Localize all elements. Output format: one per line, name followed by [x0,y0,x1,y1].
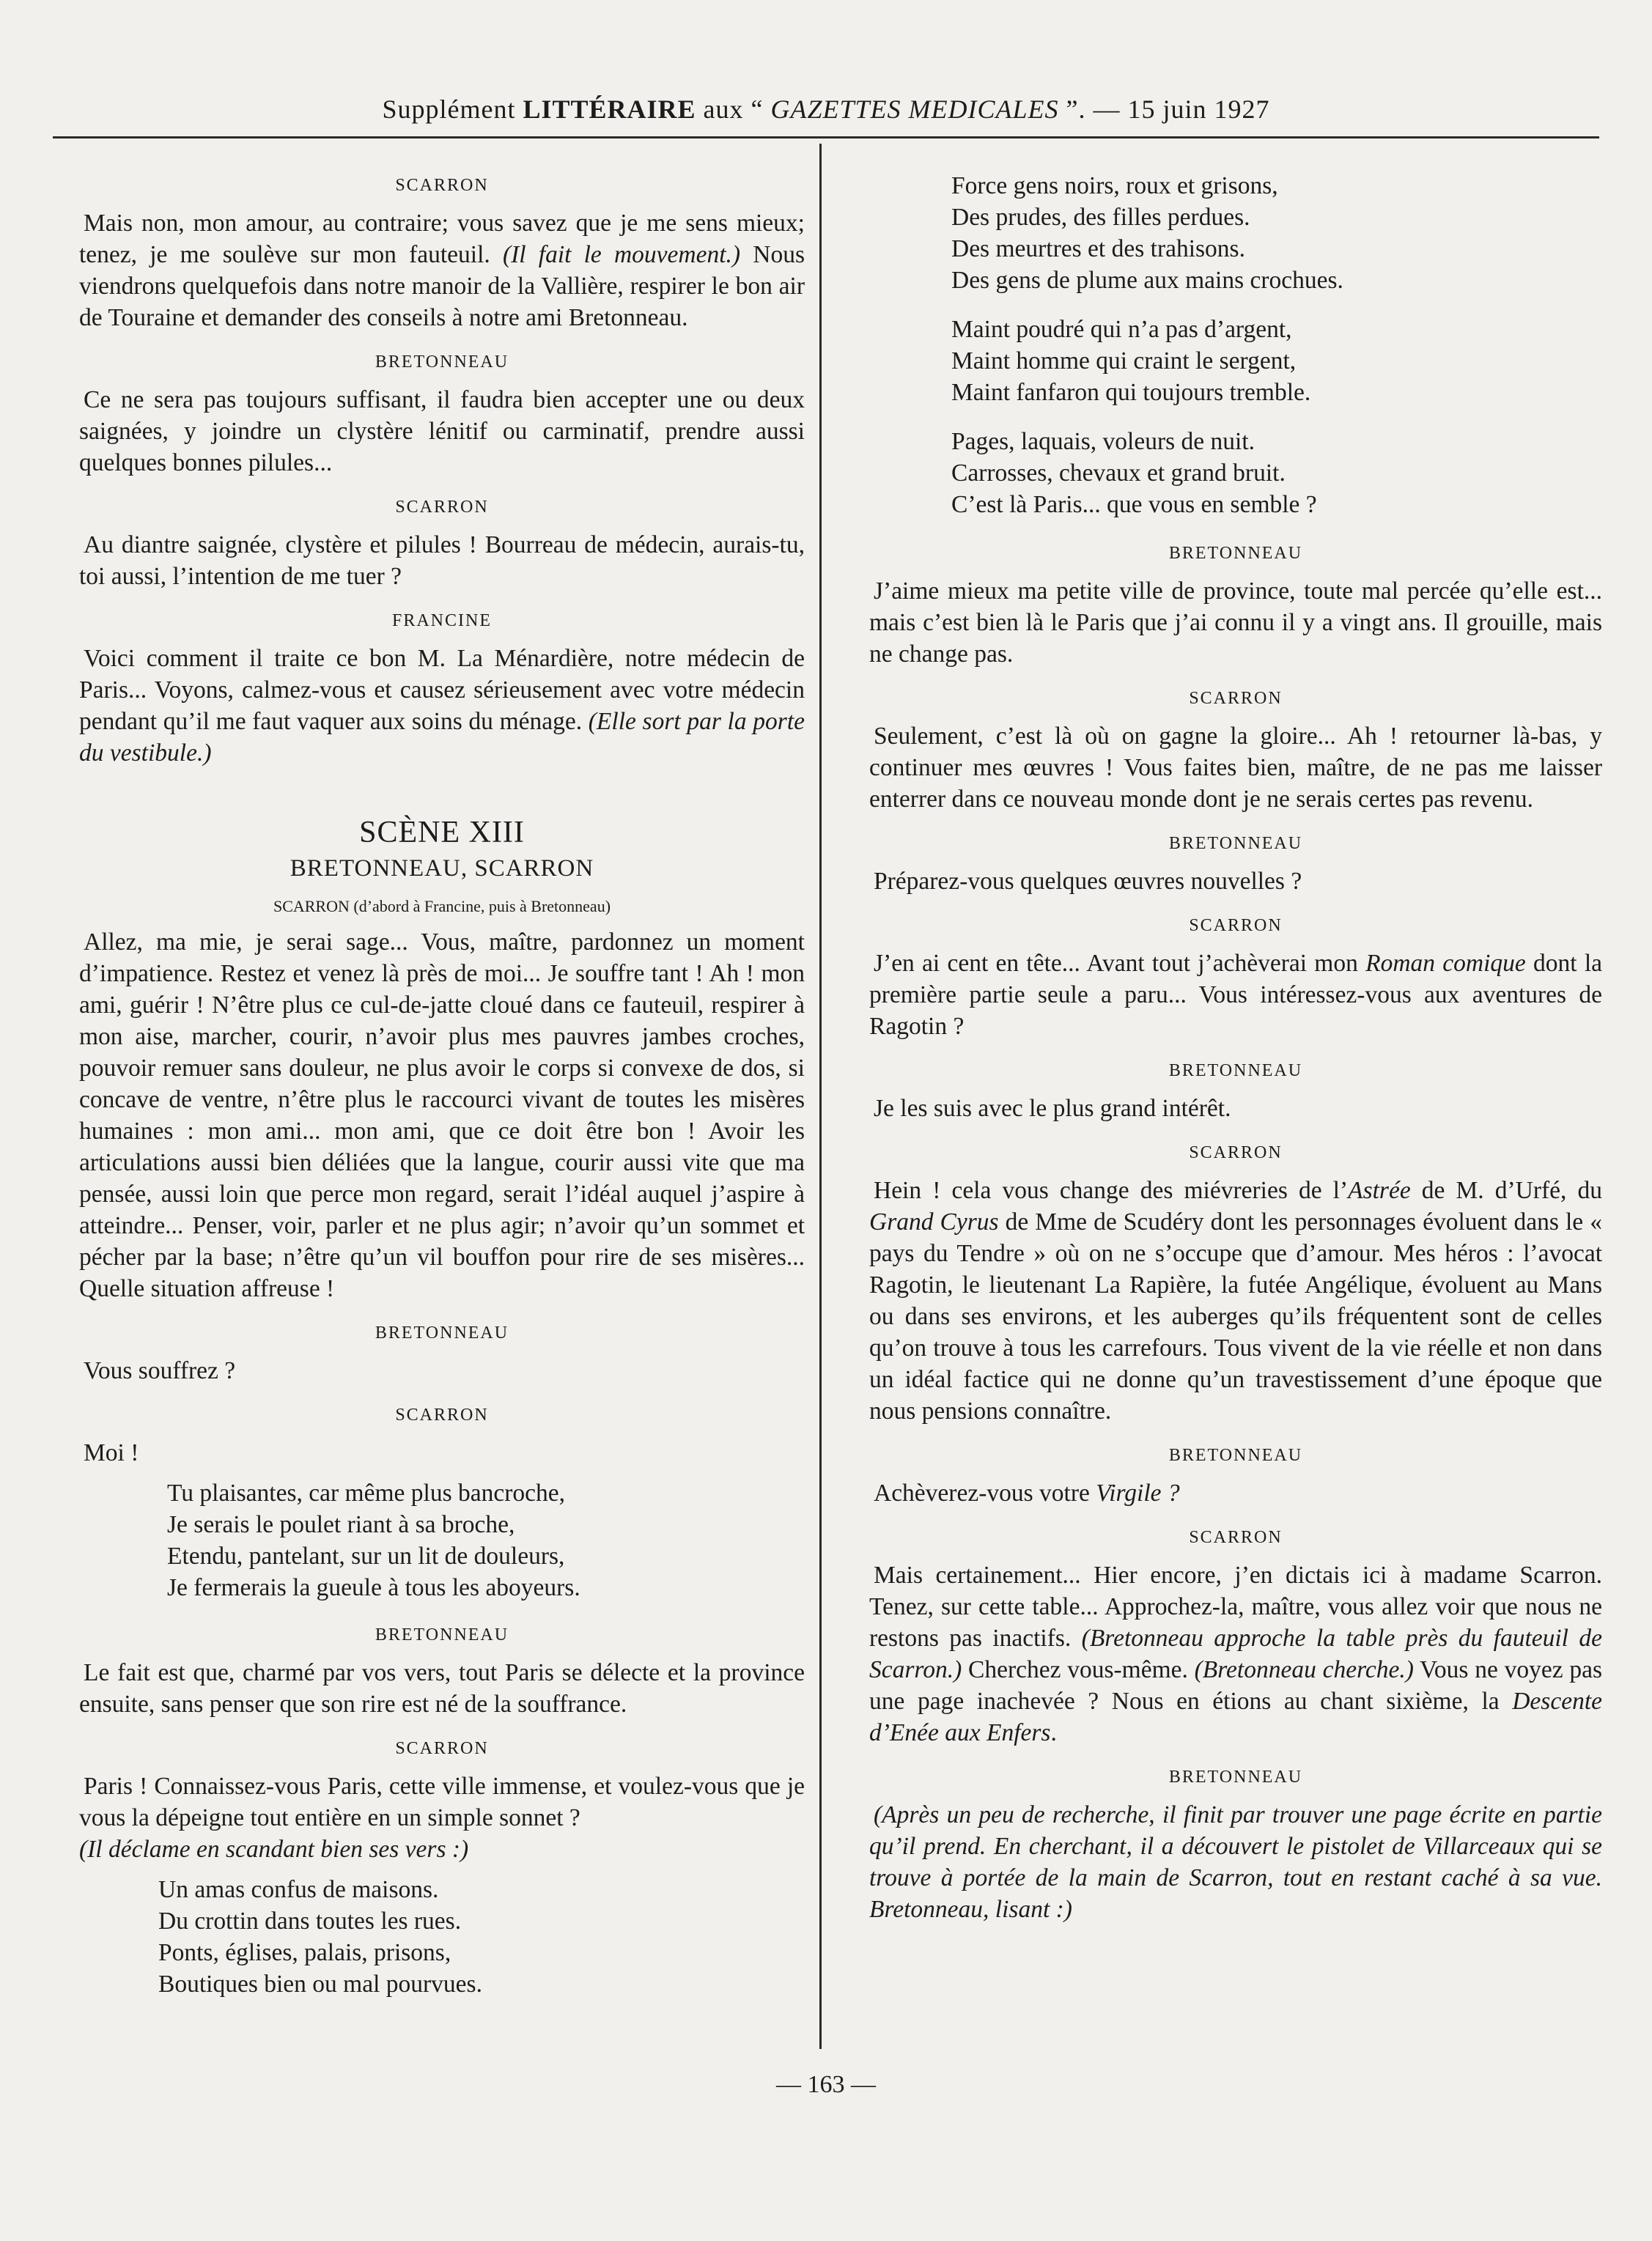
dialogue-paragraph: Au diantre saignée, clystère et pilules ! Bourreau de médecin, aurais-tu, toi aussi, l’intention de me tuer ? [79,531,805,590]
dialogue-paragraph [79,207,805,333]
header-rule [53,136,1599,139]
dialogue-paragraph [869,1175,1602,1427]
speaker-label: SCARRON [395,498,489,517]
dialogue-paragraph: Allez, ma mie, je serai sage... Vous, maître, pardonnez un moment d’impatience. Restez et venez là près de moi... Je souffre tant ! Ah ! mon ami, guérir ! N’être plus ce cul-de-jatte cloué dans ce fauteuil, respirer à mon aise, marcher, courir, n’avoir plus mes pauvres jambes croches, pouvoir remuer sans douleur, ne plus avoir le corps si convexe de dos, si concave de ventre, n’être plus le raccourci vivant de toutes les misères humaines : mon ami... mon ami, que ce doit être bon ! Avoir les articulations aussi bien déliées que la langue, courir aussi vite que ma pensée, aussi loin que perce mon regard, serait l’idéal auquel j’aspire à atteindre... Penser, voir, parler et ne plus agir; n’avoir qu’un sommet et pécher par la base; n’être qu’un vil bouffon pour rire de ses misères... Quelle situation affreuse ! [79,928,805,1302]
speaker-label: FRANCINE [391,611,492,630]
dialogue-paragraph: Moi ! [84,1439,139,1466]
header-date: ”. — 15 juin 1927 [1058,95,1270,124]
scene-stage-direction: SCARRON (d’abord à Francine, puis à Bretonneau) [273,897,611,915]
sonnet-continuation [869,170,1602,520]
dialogue-text: Cherchez vous-même. [962,1656,1195,1683]
work-title: Descente d’Enée aux Enfers [869,1688,1602,1746]
work-title: Grand Cyrus [869,1208,999,1236]
dialogue-text: Achèverez-vous votre [874,1480,1096,1507]
stage-direction-paragraph: (Après un peu de recherche, il finit par trouver une page écrite en partie qu’il prend. En cherchant, il a découvert le pistolet de Villarceaux qui se trouve à portée de la main de Scarron, tout en restant caché à sa vue. Bretonneau, lisant :) [869,1801,1602,1923]
sonnet-stanza [951,426,1602,520]
speaker-label: BRETONNEAU [1168,1768,1303,1787]
dialogue-text: Nous viendrons quelquefois dans notre manoir de la Vallière, respirer le bon air de Touraine et demander des conseils à notre ami Bretonneau. [79,241,805,331]
speaker-label: SCARRON [395,1739,489,1758]
dialogue-text: de M. d’Urfé, du [1410,1177,1602,1204]
dialogue-paragraph: Ce ne sera pas toujours suffisant, il faudra bien accepter une ou deux saignées, y joindre un clystère lénitif ou carminatif, prendre aussi quelques bonnes pilules... [79,386,805,476]
verse-line: Des gens de plume aux mains crochues. [951,267,1343,294]
dialogue-paragraph: Je les suis avec le plus grand intérêt. [874,1095,1231,1122]
speaker-label: SCARRON [1189,1528,1283,1547]
sonnet-stanza [951,170,1602,296]
verse-line: Ponts, églises, palais, prisons, [158,1939,451,1966]
dialogue-text: de Mme de Scudéry dont les personnages évoluent dans le « pays du Tendre » où on ne s’occupe que d’amour. Mes héros : l’avocat Ragotin, le lieutenant La Rapière, la futée Angélique, évoluent au Mans ou dans ses environs, et les auberges qu’ils fréquentent sont de celles qu’on trouve à tous les carrefours. Tous vivent de la vie réelle et non dans un idéal factice qui ne donne qu’un travestissement d’une époque que nous pensions connaître. [869,1208,1602,1425]
verse-line: Des meurtres et des trahisons. [951,235,1245,262]
dialogue-paragraph [869,1477,1602,1509]
verse-line: Du crottin dans toutes les rues. [158,1908,462,1935]
verse-block [79,1477,805,1603]
running-header [53,94,1599,125]
verse-line: Carrosses, chevaux et grand bruit. [951,459,1286,487]
verse-line: C’est là Paris... que vous en semble ? [951,491,1317,518]
stage-direction: (Il déclame en scandant bien ses vers :) [79,1836,469,1863]
speaker-label: BRETONNEAU [375,352,509,372]
sonnet-stanza [79,1874,805,2000]
work-title: Roman comique [1365,950,1526,977]
sonnet-stanza [951,314,1602,408]
dialogue-paragraph: Vous souffrez ? [84,1357,236,1384]
left-column [79,170,805,2016]
verse-line: Maint fanfaron qui toujours tremble. [951,379,1311,406]
verse-line: Tu plaisantes, car même plus bancroche, [167,1480,565,1507]
verse-line: Maint poudré qui n’a pas d’argent, [951,316,1292,343]
scene-title: SCÈNE XIII [359,816,525,849]
speaker-label: BRETONNEAU [375,1323,509,1343]
speaker-label: BRETONNEAU [1168,1061,1303,1080]
scene-characters: BRETONNEAU, SCARRON [290,855,594,882]
header-aux: aux “ [696,95,771,124]
right-column [869,170,1602,1930]
speaker-label: BRETONNEAU [375,1625,509,1644]
speaker-label: BRETONNEAU [1168,834,1303,853]
header-litteraire: LITTÉRAIRE [523,95,696,124]
dialogue-paragraph [869,1559,1602,1749]
speaker-label: SCARRON [1189,1143,1283,1162]
stage-direction: (Bretonneau cherche.) [1194,1656,1414,1683]
dialogue-paragraph [79,643,805,769]
header-journal: GAZETTES MEDICALES [770,95,1059,124]
dialogue-paragraph: Seulement, c’est là où on gagne la gloire... Ah ! retourner là-bas, y continuer mes œuvres ! Vous faites bien, maître, de ne pas me laisser enterrer dans ce nouveau monde dont je ne serais certes pas revenu. [869,723,1602,813]
dialogue-paragraph [79,1771,805,1865]
stage-direction: (Il fait le mouvement.) [502,241,741,268]
dialogue-text: . [1050,1719,1057,1746]
work-title: Virgile ? [1096,1480,1180,1507]
verse-line: Etendu, pantelant, sur un lit de douleurs, [167,1543,565,1570]
stage-direction: (Elle sort par la porte du vestibule.) [79,708,805,767]
speaker-label: SCARRON [395,176,489,195]
page-number: — 163 — [776,2071,876,2098]
dialogue-text: Mais non, mon amour, au contraire; vous savez que je me sens mieux; tenez, je me soulève sur mon fauteuil. [79,210,805,268]
dialogue-paragraph: Préparez-vous quelques œuvres nouvelles ? [874,868,1302,895]
dialogue-text: Paris ! Connaissez-vous Paris, cette ville immense, et voulez-vous que je vous la dépeigne tout entière en un simple sonnet ? [79,1773,805,1831]
header-supplement: Supplément [382,95,523,124]
column-divider [819,144,822,2049]
verse-line: Pages, laquais, voleurs de nuit. [951,428,1255,455]
dialogue-text: J’en ai cent en tête... Avant tout j’achèverai mon [874,950,1366,977]
dialogue-paragraph: J’aime mieux ma petite ville de province, toute mal percée qu’elle est... mais c’est bien là le Paris que j’ai connu il y a vingt ans. Il grouille, mais ne change pas. [869,577,1602,668]
speaker-label: SCARRON [1189,916,1283,935]
dialogue-text: Mais certainement... Hier encore, j’en dictais ici à madame Scarron. Tenez, sur cette table... Approchez-la, maître, vous allez voir que nous ne restons pas inactifs. [869,1562,1602,1652]
dialogue-text: dont la première partie seule a paru... Vous intéressez-vous aux aventures de Ragotin ? [869,950,1602,1040]
speaker-label: SCARRON [1189,689,1283,708]
dialogue-text: Hein ! cela vous change des miévreries de l’ [874,1177,1349,1204]
verse-line: Un amas confus de maisons. [158,1876,439,1903]
speaker-label: BRETONNEAU [1168,544,1303,563]
stage-direction: (Bretonneau approche la table près du fauteuil de Scarron.) [869,1625,1602,1683]
dialogue-text: Vous ne voyez pas une page inachevée ? Nous en étions au chant sixième, la [869,1656,1602,1715]
work-title: Astrée [1348,1177,1411,1204]
verse-line: Des prudes, des filles perdues. [951,204,1250,231]
dialogue-paragraph [869,948,1602,1042]
verse-line: Force gens noirs, roux et grisons, [951,172,1278,199]
verse-line: Je serais le poulet riant à sa broche, [167,1511,515,1538]
verse-line: Boutiques bien ou mal pourvues. [158,1971,482,1998]
verse-line: Maint homme qui craint le sergent, [951,347,1297,374]
speaker-label: SCARRON [395,1406,489,1425]
dialogue-paragraph: Le fait est que, charmé par vos vers, tout Paris se délecte et la province ensuite, sans penser que son rire est né de la souffrance. [79,1659,805,1718]
verse-line: Je fermerais la gueule à tous les aboyeurs. [167,1574,580,1601]
dialogue-text: Voici comment il traite ce bon M. La Ménardière, notre médecin de Paris... Voyons, calmez-vous et causez sérieusement avec votre médecin pendant qu’il me faut vaquer aux soins du ménage. [79,645,805,735]
speaker-label: BRETONNEAU [1168,1446,1303,1465]
